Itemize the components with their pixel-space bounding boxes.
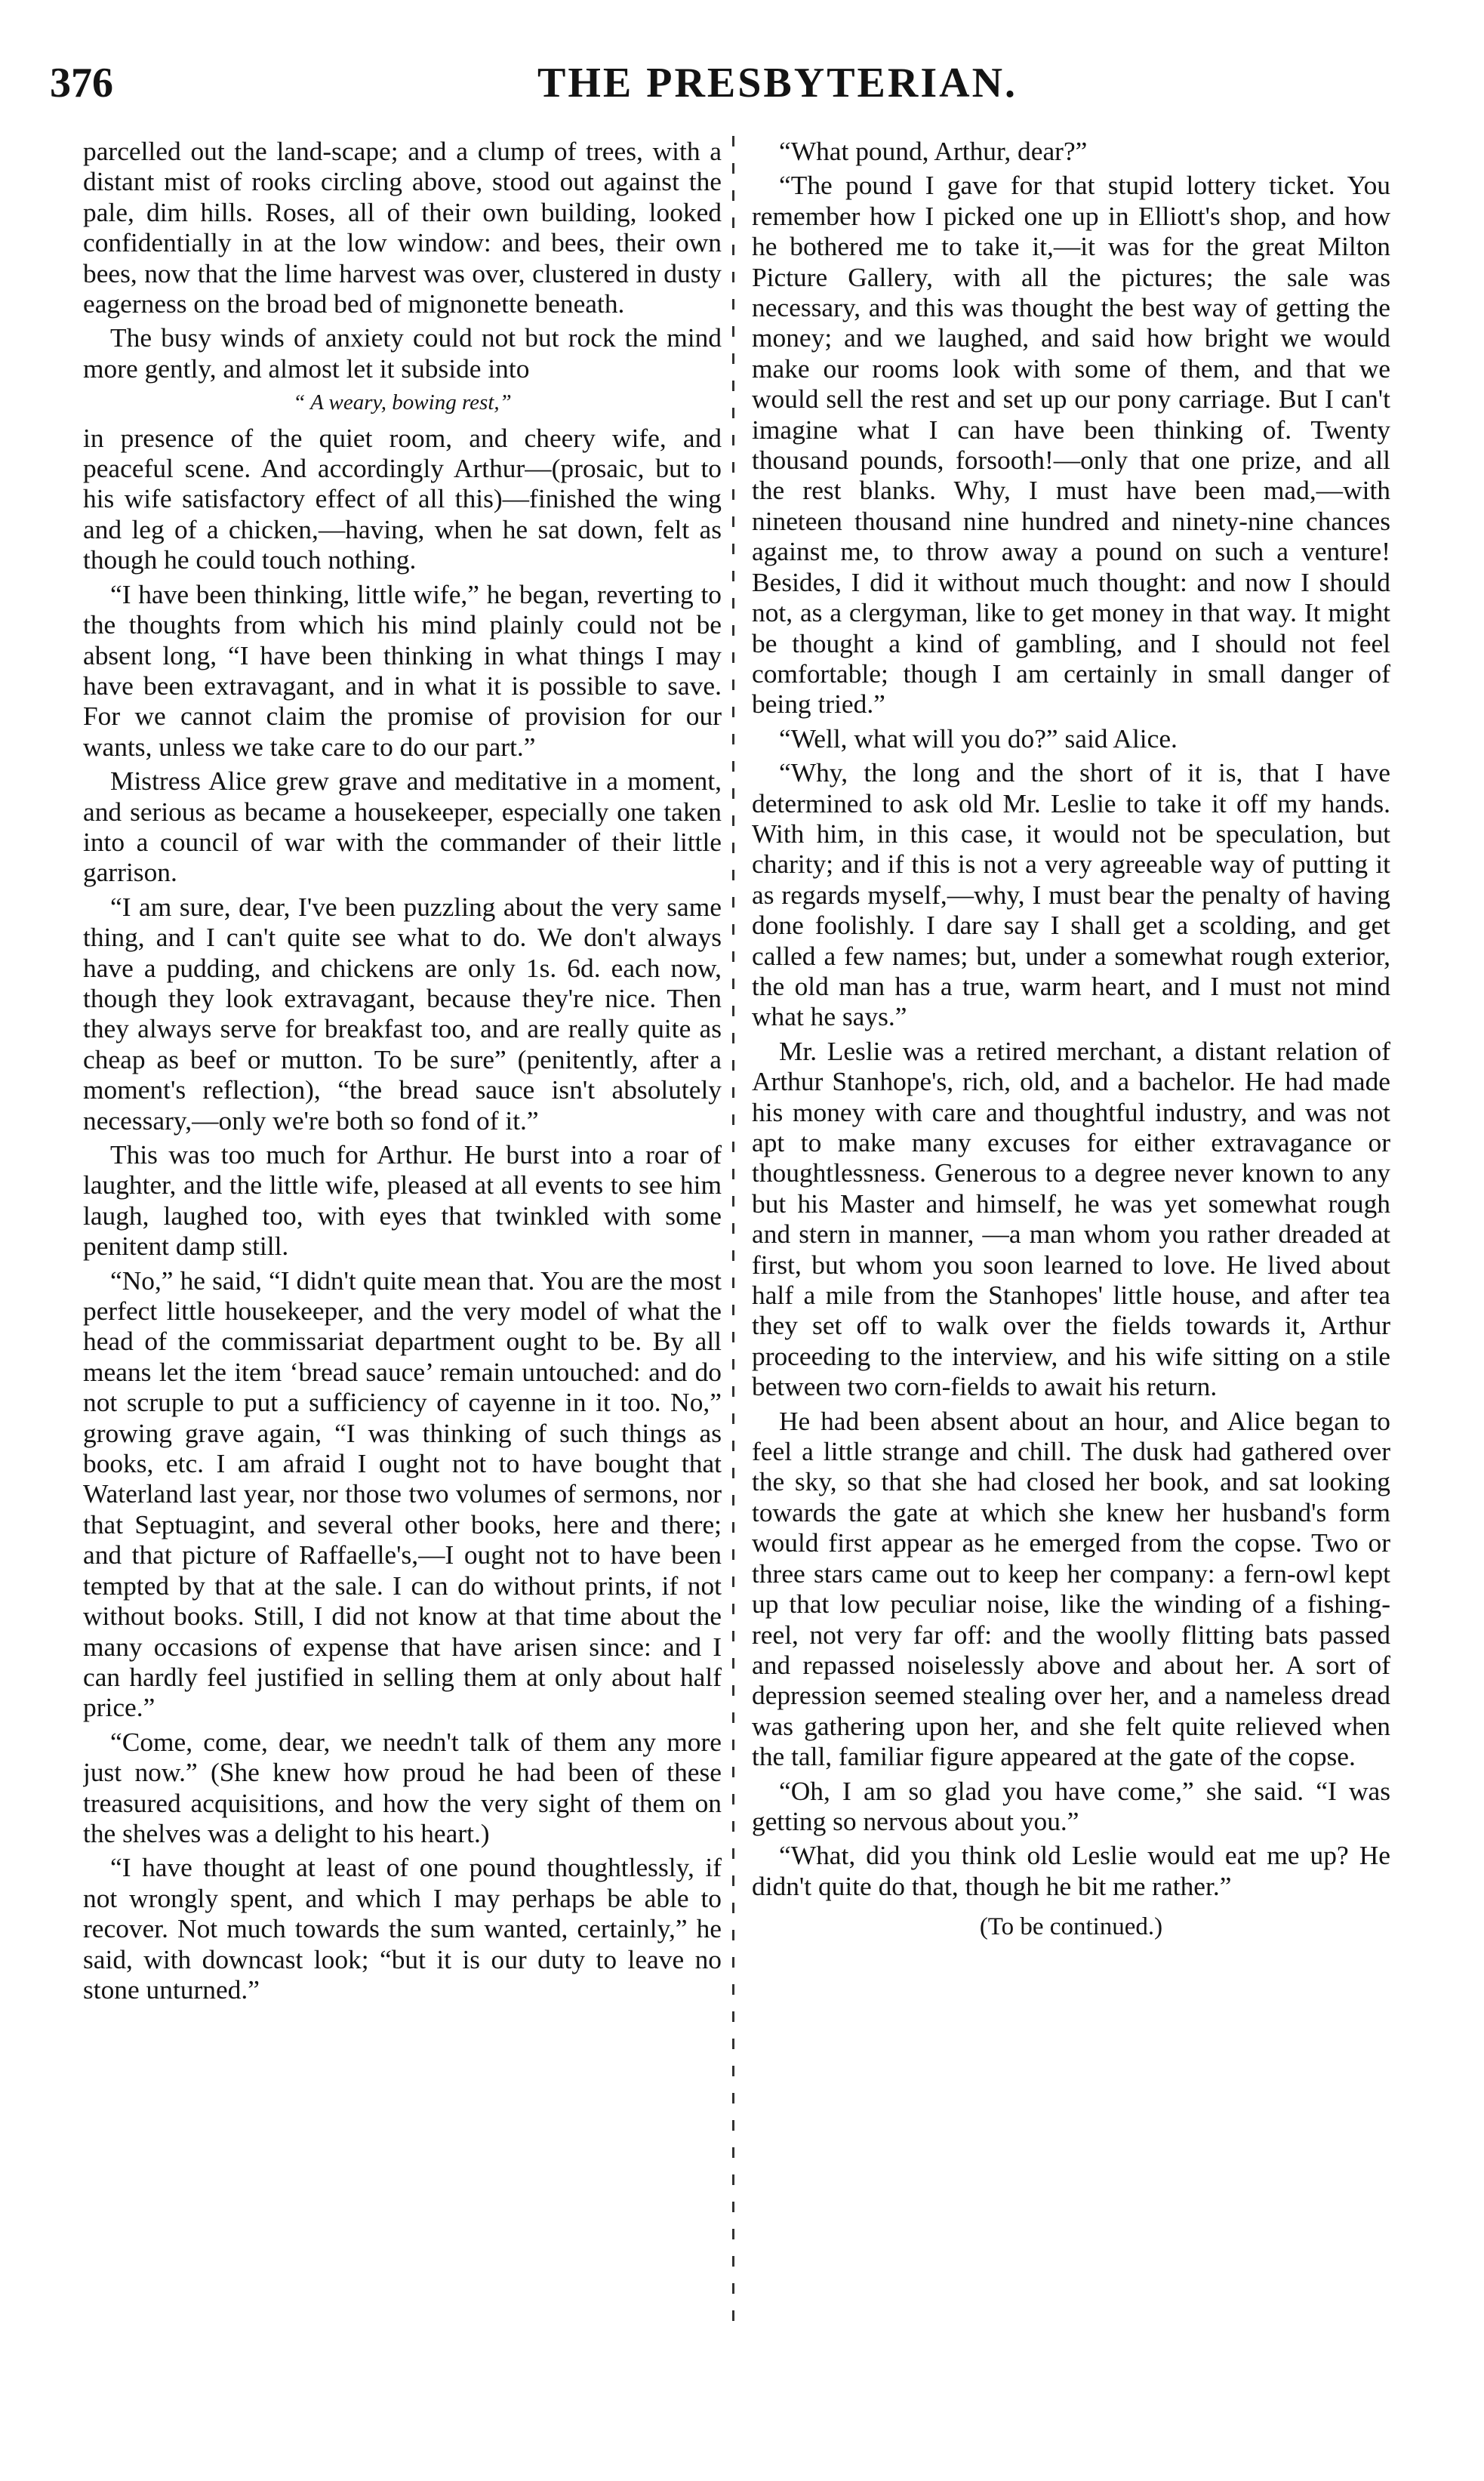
paragraph: “I have thought at least of one pound thoughtlessly, if not wrongly spent, and which I may perhaps be able to recover. Not much towards the sum wanted, certainly,” he said, with downcast look; “but it is our duty to leave no stone unturned.”: [83, 1852, 722, 2005]
paragraph: “What, did you think old Leslie would eat me up? He didn't quite do that, though he bit me rather.”: [752, 1840, 1390, 1901]
paragraph: “I am sure, dear, I've been puzzling about the very same thing, and I can't quite see what to do. We don't always have a pudding, and chickens are only 1s. 6d. each now, though they look extravagant, because they're nice. Then they always serve for breakfast too, and are really quite as cheap as beef or mutton. To be sure” (penitently, after a moment's reflection), “the bread sauce isn't absolutely necessary,—only we're both so fond of it.”: [83, 891, 722, 1136]
paragraph: This was too much for Arthur. He burst into a roar of laughter, and the little wife, pleased at all events to see him laugh, laughed too, with eyes that twinkled with some penitent damp still.: [83, 1139, 722, 1262]
paragraph: “Come, come, dear, we needn't talk of them any more just now.” (She knew how proud he had been of these treasured acquisitions, and how the very sight of them on the shelves was a delight to his heart.): [83, 1726, 722, 1848]
paragraph: “The pound I gave for that stupid lottery ticket. You remember how I picked one up in Elliott's shop, and how he bothered me to take it,—it was for the great Milton Picture Gallery, with all the pictures; the sale was necessary, and this was thought the best way of getting the money; and we laughed, and said how bright we would make our rooms look with some of them, and that we would sell the rest and set up our pony carriage. But I can't imagine what I can have been thinking of. Twenty thousand pounds, forsooth!—only that one prize, and all the rest blanks. Why, I must have been mad,—with nineteen thousand nine hundred and ninety-nine chances against me, to throw away a pound on such a venture! Besides, I did it without much thought: and now I should not, as a clergyman, like to get money in that way. It might be thought a kind of gambling, and I should not feel comfortable; though I am certainly in small danger of being tried.”: [752, 170, 1390, 720]
paragraph: The busy winds of anxiety could not but rock the mind more gently, and almost let it subside into: [83, 322, 722, 384]
paragraph: “Why, the long and the short of it is, that I have determined to ask old Mr. Leslie to take it off my hands. With him, in this case, it would not be speculation, but charity; and if this is not a very agreeable way of putting it as regards myself,—why, I must bear the penalty of having done foolishly. I dare say I shall get a scolding, and get called a few names; but, under a somewhat rough exterior, the old man has a true, warm heart, and I must not mind what he says.”: [752, 757, 1390, 1032]
right-column: [752, 136, 1390, 2454]
paragraph: “Well, what will you do?” said Alice.: [779, 723, 1178, 754]
column-divider: [732, 136, 734, 2325]
journal-title: THE PRESBYTERIAN.: [537, 60, 1018, 106]
page-number: 376: [50, 60, 113, 106]
paragraph: “No,” he said, “I didn't quite mean that. You are the most perfect little housekeeper, and the very model of what the head of the commissariat department ought to be. By all means let the item ‘bread sauce’ remain untouched: and do not scruple to put a sufficiency of cayenne in it too. No,” growing grave again, “I was thinking of such things as books, etc. I am afraid I ought not to have bought that Waterland last year, nor those two volumes of sermons, nor that Septuagint, and several other books, here and there; and that picture of Raffaelle's,—I ought not to have been tempted by that at the sale. I can do without prints, if not without books. Still, I did not know at that time about the many occasions of expense that have arisen since: and I can hardly feel justified in selling them at only about half price.”: [83, 1265, 722, 1723]
paragraph: Mr. Leslie was a retired merchant, a distant relation of Arthur Stanhope's, rich, old, and a bachelor. He had made his money with care and thoughtful industry, and was not apt to make many excuses for either extravagance or thoughtlessness. Generous to a degree never known to any but his Master and himself, he was yet somewhat rough and stern in manner, —a man whom you rather dreaded at first, but whom you soon learned to love. He lived about half a mile from the Stanhopes' little house, and after tea they set off to walk over the fields towards it, Arthur proceeding to the interview, and his wife sitting on a stile between two corn-fields to await his return.: [752, 1035, 1390, 1402]
left-column: [83, 136, 722, 2454]
verse-quote: “ A weary, bowing rest,”: [293, 390, 512, 415]
page-header: [50, 59, 1393, 112]
paragraph: in presence of the quiet room, and cheery wife, and peaceful scene. And accordingly Arthur—(prosaic, but to his wife satisfactory effect of all this)—finished the wing and leg of a chicken,—having, when he sat down, felt as though he could touch nothing.: [83, 422, 722, 575]
continued-note: (To be continued.): [979, 1913, 1163, 1941]
paragraph: “What pound, Arthur, dear?”: [779, 136, 1088, 166]
paragraph: “I have been thinking, little wife,” he began, reverting to the thoughts from which his mind plainly could not be absent long, “I have been thinking in what things I may have been extravagant, and in what it is possible to save. For we cannot claim the promise of provision for our wants, unless we take care to do our part.”: [83, 578, 722, 762]
paragraph: Mistress Alice grew grave and meditative in a moment, and serious as became a housekeeper, especially one taken into a council of war with the commander of their little garrison.: [83, 766, 722, 888]
paragraph: “Oh, I am so glad you have come,” she said. “I was getting so nervous about you.”: [752, 1775, 1390, 1836]
paragraph: parcelled out the land-scape; and a clump of trees, with a distant mist of rooks circling above, stood out against the pale, dim hills. Roses, all of their own building, looked confidentially in at the low window: and bees, their own bees, now that the lime harvest was over, clustered in dusty eagerness on the broad bed of mignonette beneath.: [83, 136, 722, 319]
paragraph: He had been absent about an hour, and Alice began to feel a little strange and chill. The dusk had gathered over the sky, so that she had closed her book, and sat looking towards the gate at which she knew her husband's form would first appear as he emerged from the copse. Two or three stars came out to keep her company: a fern-owl kept up that low peculiar noise, like the winding of a fishing-reel, not very far off: and the woolly flitting bats passed and repassed noiselessly above and about her. A sort of depression seemed stealing over her, and a nameless dread was gathering upon her, and she felt quite relieved when the tall, familiar figure appeared at the gate of the copse.: [752, 1405, 1390, 1772]
